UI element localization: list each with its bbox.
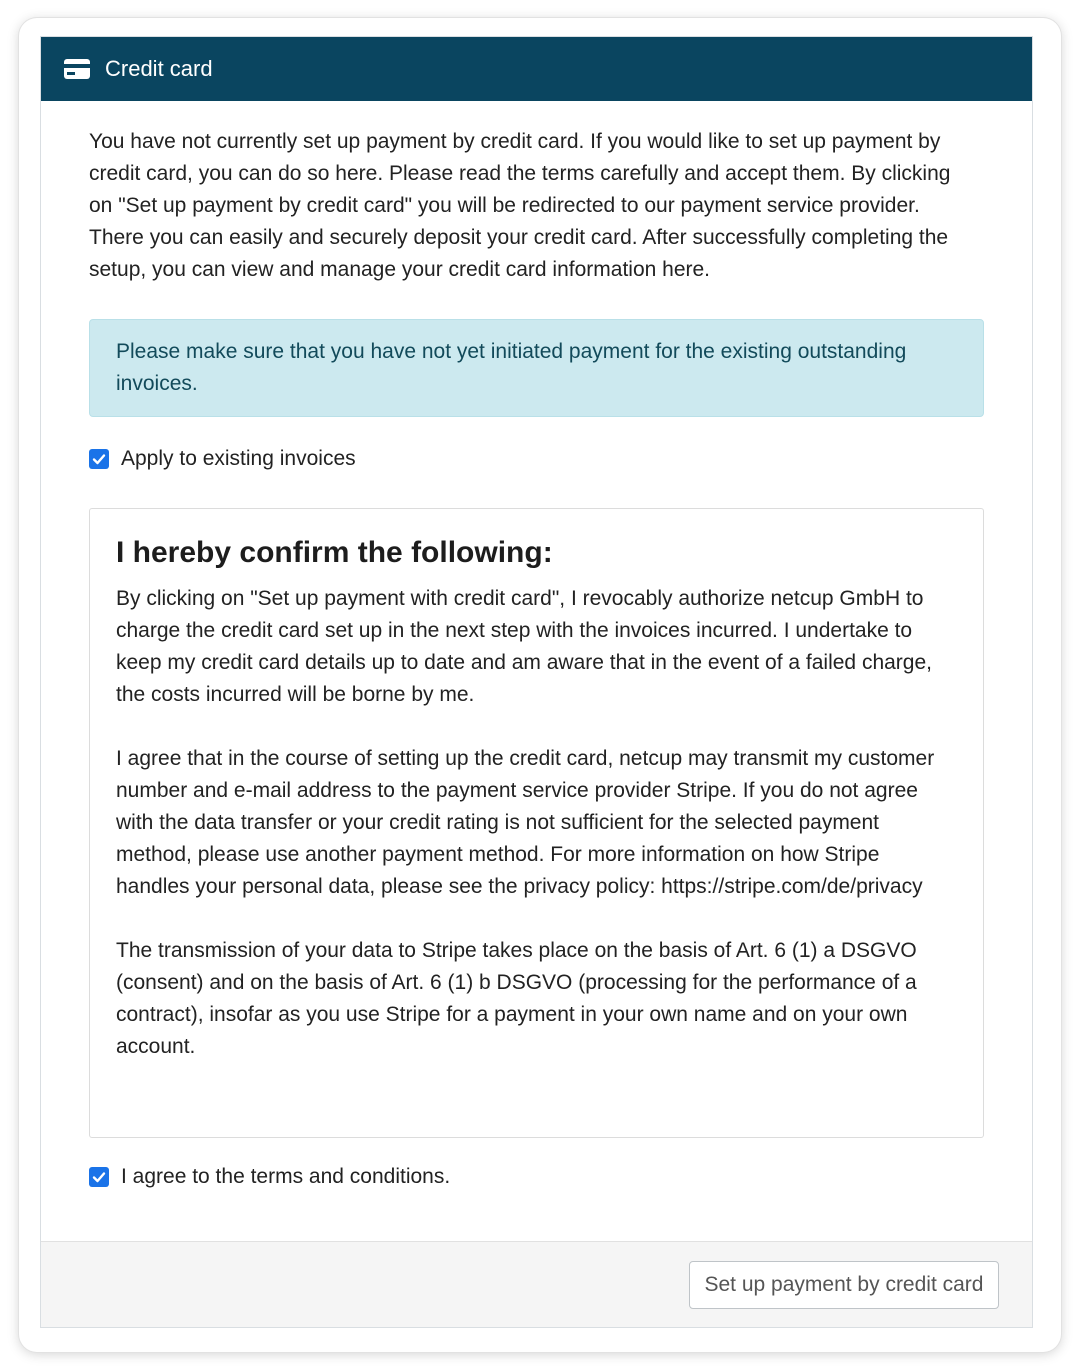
apply-existing-invoices-row[interactable] [89,444,984,474]
card-body [41,101,1032,1192]
credit-card-panel [40,36,1033,1328]
terms-paragraph-legal-basis: The transmission of your data to Stripe takes place on the basis of Art. 6 (1) a DSGVO (consent) and on the basis of Art. 6 (1) b DSGVO (processing for the performance of a contract), insofar as you use Stripe for a payment in your own name and on your own account. [116,939,917,1058]
setup-payment-button[interactable]: Set up payment by credit card [689,1261,999,1309]
terms-paragraph-data-transfer: I agree that in the course of setting up the credit card, netcup may transmit my customer number and e-mail address to the payment service provider Stripe. If you do not agree with the data transfer or your credit rating is not sufficient for the selected payment method, please use another payment method. For more information on how Stripe handles your personal data, please see the privacy policy: https://stripe.com/de/privacy [116,747,935,898]
terms-paragraph-authorization: By clicking on "Set up payment with credit card", I revocably authorize netcup GmbH to charge the credit card set up in the next step with the invoices incurred. I undertake to keep my credit card details up to date and am aware that in the event of a failed charge, the costs incurred will be borne by me. [116,587,932,706]
agree-terms-checkbox[interactable] [89,1167,109,1187]
agree-terms-row[interactable] [89,1162,984,1192]
terms-box [89,508,984,1138]
checkmark-icon [91,1169,107,1185]
agree-terms-label: I agree to the terms and conditions. [121,1165,451,1188]
info-alert: Please make sure that you have not yet initiated payment for the existing outstanding invoices. [89,319,984,417]
apply-existing-invoices-label: Apply to existing invoices [121,447,356,470]
credit-card-icon [63,58,91,80]
intro-text: You have not currently set up payment by credit card. If you would like to set up payment by credit card, you can do so here. Please read the terms carefully and accept them. By clicking on "Set up payment by credit card" you will be redirected to our payment service provider. There you can easily and securely deposit your credit card. After successfully completing the setup, you can view and manage your credit card information here. [89,130,951,281]
checkmark-icon [91,451,107,467]
card-header [41,37,1032,101]
terms-title: I hereby confirm the following: [116,536,553,569]
card-title: Credit card [105,56,213,81]
apply-existing-invoices-checkbox[interactable] [89,449,109,469]
card-footer [41,1241,1032,1327]
